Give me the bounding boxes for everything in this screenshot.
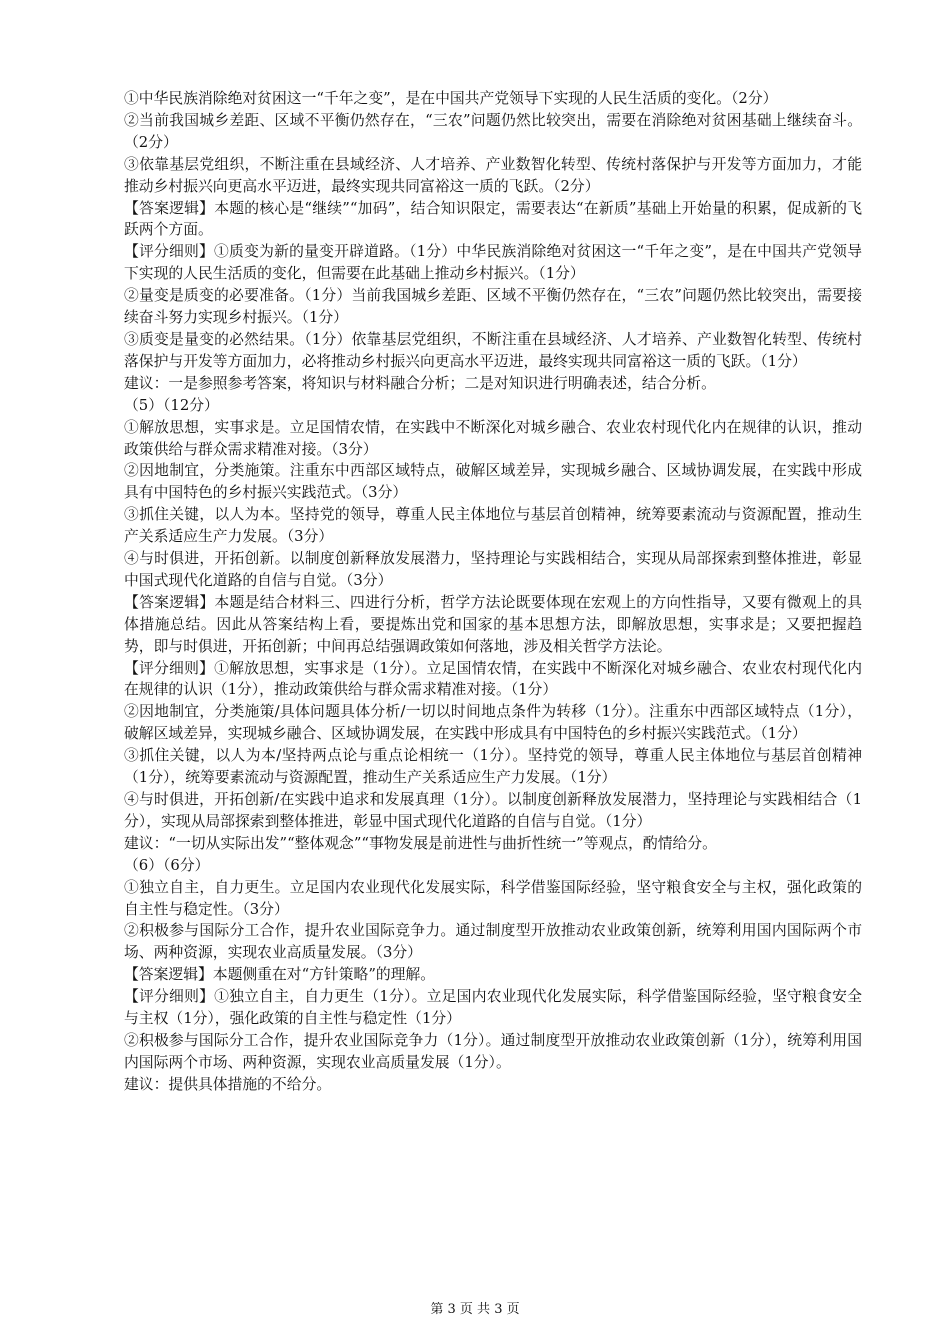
scoring-rules-note: 【评分细则】①质变为新的量变开辟道路。（1分）中华民族消除绝对贫困这一“千年之变”，是在中国共产党领导下实现的人民生活质的变化，但需要在此基础上推动乡村振兴。（1分） (124, 243, 862, 283)
paragraph: ②积极参与国际分工合作，提升农业国际竞争力。通过制度型开放推动农业政策创新，统筹利用国内国际两个市场、两种资源，实现农业高质量发展。（3分） (124, 922, 862, 962)
paragraph: ②量变是质变的必要准备。（1分）当前我国城乡差距、区域不平衡仍然存在，“三农”问题仍然比较突出，需要接续奋斗努力实现乡村振兴。（1分） (124, 287, 862, 327)
paragraph: ②当前我国城乡差距、区域不平衡仍然存在，“三农”问题仍然比较突出，需要在消除绝对贫困基础上继续奋斗。（2分） (124, 111, 862, 151)
paragraph: ②积极参与国际分工合作，提升农业国际竞争力（1分）。通过制度型开放推动农业政策创新（1分），统筹利用国内国际两个市场、两种资源，实现农业高质量发展（1分）。 (124, 1031, 862, 1071)
paragraph: ①独立自主，自力更生。立足国内农业现代化发展实际，科学借鉴国际经验，坚守粮食安全与主权，强化政策的自主性与稳定性。（3分） (124, 878, 862, 918)
paragraph: ②因地制宜，分类施策/具体问题具体分析/一切以时间地点条件为转移（1分）。注重东中西部区域特点（1分），破解区域差异，实现城乡融合、区域协调发展，在实践中形成具有中国特色的乡村振兴实践范式。（1分） (124, 703, 862, 743)
answer-logic-note: 【答案逻辑】本题是结合材料三、四进行分析，哲学方法论既要体现在宏观上的方向性指导，又要有微观上的具体措施总结。因此从答案结构上看，要提炼出党和国家的基本思想方法，即解放思想，实事求是；又要把握趋势，即与时俱进，开拓创新；中间再总结强调政策如何落地，涉及相关哲学方法论。 (124, 593, 862, 655)
paragraph: ③质变是量变的必然结果。（1分）依靠基层党组织，不断注重在县域经济、人才培养、产业数智化转型、传统村落保护与开发等方面加力，必将推动乡村振兴向更高水平迈进，最终实现共同富裕这一质的飞跃。（1分） (124, 330, 862, 370)
paragraph: ①解放思想，实事求是。立足国情农情，在实践中不断深化对城乡融合、农业农村现代化内在规律的认识，推动政策供给与群众需求精准对接。（3分） (124, 418, 862, 458)
answer-logic-note: 【答案逻辑】本题的核心是“继续”“加码”，结合知识限定，需要表达“在新质”基础上开始量的积累，促成新的飞跃两个方面。 (124, 199, 862, 239)
question-heading: （5）（12分） (124, 396, 219, 414)
scoring-rules-note: 【评分细则】①解放思想，实事求是（1分）。立足国情农情，在实践中不断深化对城乡融合、农业农村现代化内在规律的认识（1分），推动政策供给与群众需求精准对接。（1分） (124, 659, 862, 699)
suggestion-note: 建议：“一切从实际出发”“整体观念”“事物发展是前进性与曲折性统一”等观点，酌情给分。 (124, 834, 717, 852)
suggestion-note: 建议：提供具体措施的不给分。 (124, 1075, 332, 1093)
question-heading: （6）（6分） (124, 856, 210, 874)
suggestion-note: 建议：一是参照参考答案，将知识与材料融合分析；二是对知识进行明确表述，结合分析。 (124, 374, 716, 392)
paragraph: ④与时俱进，开拓创新。以制度创新释放发展潜力，坚持理论与实践相结合，实现从局部探索到整体推进，彰显中国式现代化道路的自信与自觉。（3分） (124, 550, 862, 589)
answer-logic-note: 【答案逻辑】本题侧重在对“方针策略”的理解。 (124, 966, 436, 984)
paragraph: ②因地制宜，分类施策。注重东中西部区域特点，破解区域差异，实现城乡融合、区域协调发展，在实践中形成具有中国特色的乡村振兴实践范式。（3分） (124, 462, 862, 502)
paragraph: ④与时俱进，开拓创新/在实践中追求和发展真理（1分）。以制度创新释放发展潜力，坚持理论与实践相结合（1分），实现从局部探索到整体推进，彰显中国式现代化道路的自信与自觉。（1分） (124, 791, 862, 830)
paragraph: ③依靠基层党组织，不断注重在县域经济、人才培养、产业数智化转型、传统村落保护与开发等方面加力，才能推动乡村振兴向更高水平迈进，最终实现共同富裕这一质的飞跃。（2分） (124, 155, 862, 195)
paragraph: ③抓住关键，以人为本。坚持党的领导，尊重人民主体地位与基层首创精神，统筹要素流动与资源配置，推动生产关系适应生产力发展。（3分） (124, 506, 862, 546)
paragraph: ③抓住关键，以人为本/坚持两点论与重点论相统一（1分）。坚持党的领导，尊重人民主体地位与基层首创精神（1分），统筹要素流动与资源配置，推动生产关系适应生产力发展。（1分） (124, 747, 862, 787)
page-number-footer: 第 3 页 共 3 页 (430, 1302, 520, 1317)
scoring-rules-note: 【评分细则】①独立自主，自力更生（1分）。立足国内农业现代化发展实际，科学借鉴国际经验，坚守粮食安全与主权（1分），强化政策的自主性与稳定性（1分） (124, 988, 862, 1028)
paragraph: ①中华民族消除绝对贫困这一“千年之变”，是在中国共产党领导下实现的人民生活质的变化。（2分） (124, 90, 778, 107)
